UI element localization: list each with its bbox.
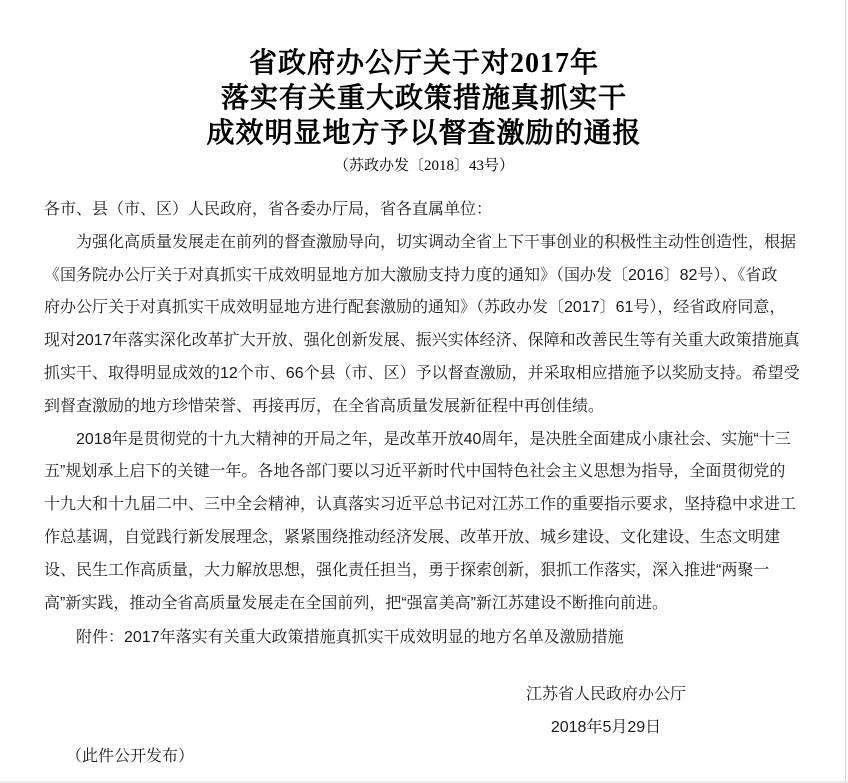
paragraph-1-line-4: 现对2017年落实深化改革扩大开放、强化创新发展、振兴实体经济、保障和改善民生等有关重大政策措施真 bbox=[44, 332, 800, 350]
document-number: （苏政办发〔2018〕43号） bbox=[333, 158, 514, 174]
salutation-line: 各市、县（市、区）人民政府，省各委办厅局，省各直属单位： bbox=[44, 201, 493, 218]
signature-date: 2018年5月29日 bbox=[550, 718, 662, 736]
title-line-2: 落实有关重大政策措施真抓实干 bbox=[220, 83, 627, 114]
page-right-border bbox=[845, 0, 846, 783]
paragraph-1-line-5: 抓实干、取得明显成效的12个市、66个县（市、区）予以督查激励，并采取相应措施予以奖励支持。希望受 bbox=[44, 364, 800, 382]
document-title bbox=[0, 46, 848, 151]
paragraph-1-line-6: 到督查激励的地方珍惜荣誉、再接再厉，在全省高质量发展新征程中再创佳绩。 bbox=[44, 397, 605, 415]
paragraph-2-line-4: 作总基调，自觉践行新发展理念，紧紧围绕推动经济发展、改革开放、城乡建设、文化建设、生态文明建 bbox=[44, 528, 781, 546]
paragraph-1-line-1: 为强化高质量发展走在前列的督查激励导向，切实调动全省上下干事创业的积极性主动性创造性，根据 bbox=[76, 233, 797, 251]
title-line-1: 省政府办公厅关于对2017年 bbox=[248, 48, 599, 79]
title-line-3: 成效明显地方予以督查激励的通报 bbox=[206, 118, 642, 149]
document-body bbox=[44, 194, 820, 620]
paragraph-2-line-5: 设、民生工作高质量，大力解放思想，强化责任担当，勇于探索创新，狠抓工作落实，深入推进“两聚一 bbox=[44, 561, 770, 579]
paragraph-1-line-2: 《国务院办公厅关于对真抓实干成效明显地方加大激励支持力度的通知》（国办发〔2016〕82号）、《省政 bbox=[44, 266, 778, 284]
attachment-line: 附件：2017年落实有关重大政策措施真抓实干成效明显的地方名单及激励措施 bbox=[76, 629, 624, 646]
public-release-note: （此件公开发布） bbox=[66, 748, 195, 765]
signature-block bbox=[420, 679, 792, 745]
paragraph-1-line-3: 府办公厅关于对真抓实干成效明显地方进行配套激励的通知》（苏政办发〔2017〕61号），经省政府同意， bbox=[44, 299, 786, 317]
paragraph-2-line-2: 五”规划承上启下的关键一年。各地各部门要以习近平新时代中国特色社会主义思想为指导，全面贯彻党的 bbox=[44, 463, 786, 481]
paragraph-2-line-1: 2018年是贯彻党的十九大精神的开局之年，是改革开放40周年，是决胜全面建成小康社会、实施“十三 bbox=[76, 430, 791, 448]
signature-issuer: 江苏省人民政府办公厅 bbox=[525, 686, 686, 703]
paragraph-2-line-6: 高”新实践，推动全省高质量发展走在全国前列，把“强富美高”新江苏建设不断推向前进。 bbox=[44, 594, 668, 612]
paragraph-2-line-3: 十九大和十九届二中、三中全会精神，认真落实习近平总书记对江苏工作的重要指示要求，坚持稳中求进工 bbox=[44, 496, 797, 514]
